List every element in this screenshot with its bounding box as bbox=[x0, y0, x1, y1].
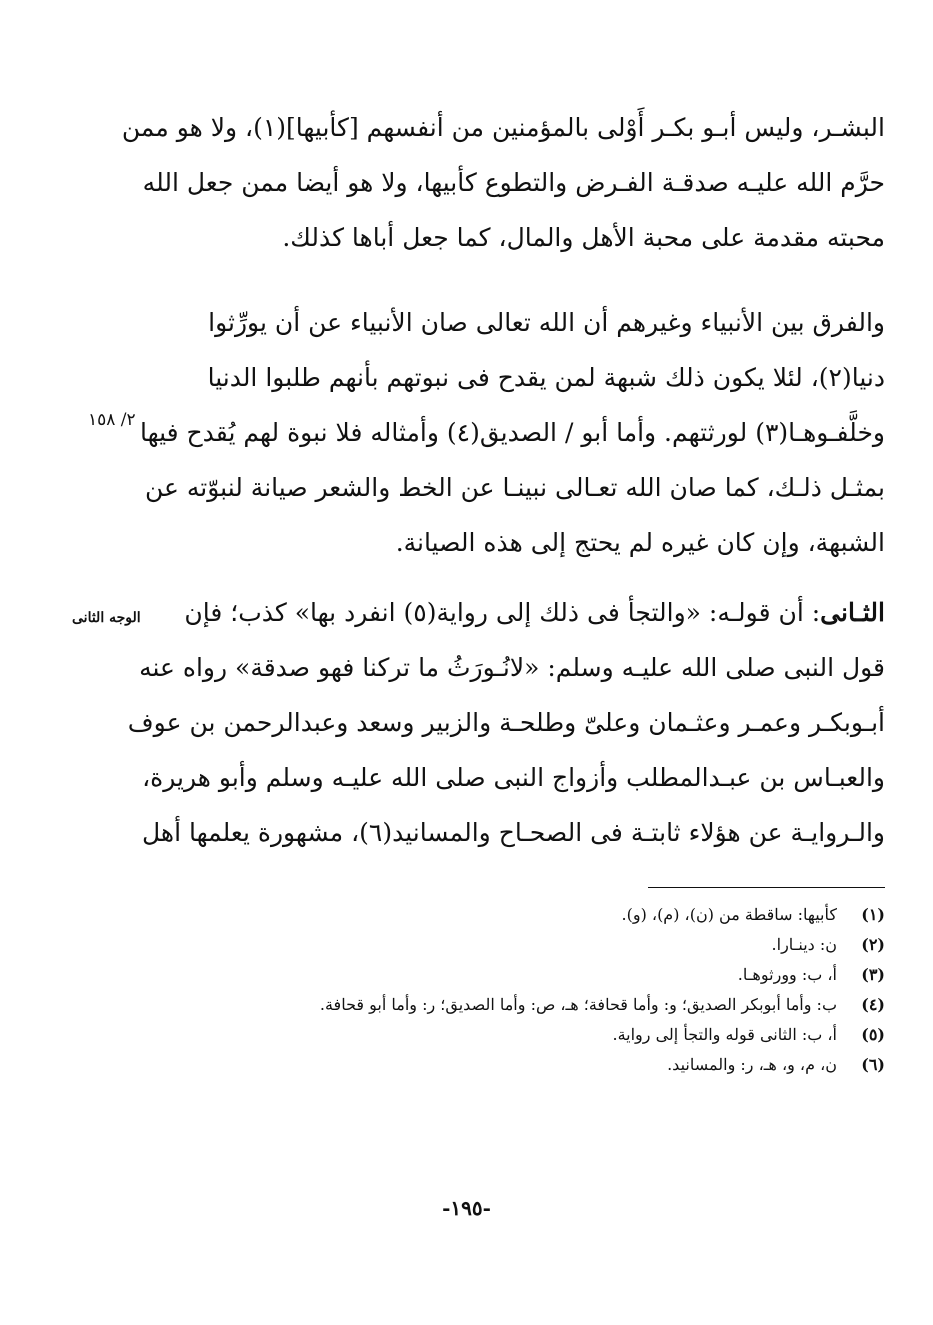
paragraph-line bbox=[185, 585, 885, 640]
paragraph-line-rest: : أن قولـه: «والتجأ فى ذلك إلى رواية(٥) انفرد بها» كذب؛ فإن bbox=[184, 598, 821, 627]
footnote-text: ب: وأما أبوبكر الصديق؛ و: وأما قحافة؛ هـ، ص: وأما الصديق؛ ر: وأما أبو قحافة. bbox=[319, 995, 837, 1014]
paragraph-line: البشـر، وليس أبـو بكـر أَوْلى بالمؤمنين من أنفسهم [كأبيها](١)، ولا هو ممن bbox=[121, 113, 885, 142]
paragraph-line: الشبهة، وإن كان غيره لم يحتج إلى هذه الصيانة. bbox=[395, 528, 885, 557]
paragraph-3 bbox=[127, 585, 885, 860]
footnote-item bbox=[185, 1020, 885, 1050]
footnote-item bbox=[185, 930, 885, 960]
footnote-number: (٢) bbox=[861, 935, 885, 954]
margin-page-reference: ٢/ ١٥٨ bbox=[88, 410, 136, 430]
page-number: -١٩٥- bbox=[442, 1196, 491, 1220]
footnote-text: ن: دينـارا. bbox=[771, 935, 837, 954]
footnote-number: (١) bbox=[861, 905, 885, 924]
paragraph-line: قول النبى صلى الله عليـه وسلم: «لانُـورَثُ ما تركنا فهو صدقة» رواه عنه bbox=[139, 653, 885, 682]
footnote-text: كأبيها: ساقطة من (ن)، (م)، (و). bbox=[621, 905, 837, 924]
footnote-text: أ، ب: وورثوهـا. bbox=[737, 965, 837, 984]
footnote-text: أ، ب: الثانى قوله والتجأ إلى رواية. bbox=[612, 1025, 837, 1044]
margin-section-label: الوجه الثانى bbox=[72, 610, 141, 626]
paragraph-line: بمثـل ذلـك، كما صان الله تعـالى نبينـا عن الخط والشعر صيانة لنبوّته عن bbox=[144, 473, 885, 502]
footnote-number: (٥) bbox=[861, 1025, 885, 1044]
footnote-item bbox=[185, 900, 885, 930]
paragraph-1 bbox=[121, 100, 885, 265]
paragraph-line: أبـوبكـر وعمـر وعثـمان وعلىّ وطلحـة والزبير وسعد وعبدالرحمن بن عوف bbox=[127, 708, 885, 737]
footnote-divider bbox=[648, 887, 885, 888]
footnotes-list bbox=[185, 900, 885, 1080]
footnote-item bbox=[185, 990, 885, 1020]
paragraph-line: وخلَّفـوهـا(٣) لورثتهم. وأما أبو / الصديق(٤) وأمثاله فلا نبوة لهم يُقدح فيها bbox=[139, 418, 885, 447]
footnote-number: (٤) bbox=[861, 995, 885, 1014]
paragraph-line: محبته مقدمة على محبة الأهل والمال، كما جعل أباها كذلك. bbox=[282, 223, 885, 252]
footnote-item bbox=[185, 1050, 885, 1080]
paragraph-line: حرَّم الله عليـه صدقـة الفـرض والتطوع كأبيها، ولا هو أيضا ممن جعل الله bbox=[142, 168, 885, 197]
footnote-item bbox=[185, 960, 885, 990]
paragraph-line: والعبـاس بن عبـدالمطلب وأزواج النبى صلى الله عليـه وسلم وأبو هريرة، bbox=[142, 763, 885, 792]
paragraph-line: والفرق بين الأنبياء وغيرهم أن الله تعالى صان الأنبياء عن أن يورِّثوا bbox=[208, 308, 885, 337]
footnote-number: (٣) bbox=[861, 965, 885, 984]
paragraph-line: دنيا(٢)، لئلا يكون ذلك شبهة لمن يقدح فى نبوتهم بأنهم طلبوا الدنيا bbox=[207, 363, 885, 392]
paragraph-line: والـروايـة عن هؤلاء ثابتـة فى الصحـاح والمسانيد(٦)، مشهورة يعلمها أهل bbox=[142, 818, 885, 847]
footnote-text: ن، م، و، هـ، ر: والمسانيد. bbox=[667, 1055, 837, 1074]
paragraph-2 bbox=[139, 295, 885, 570]
section-lead-word: الثـانى bbox=[820, 598, 885, 627]
footnote-number: (٦) bbox=[861, 1055, 885, 1074]
